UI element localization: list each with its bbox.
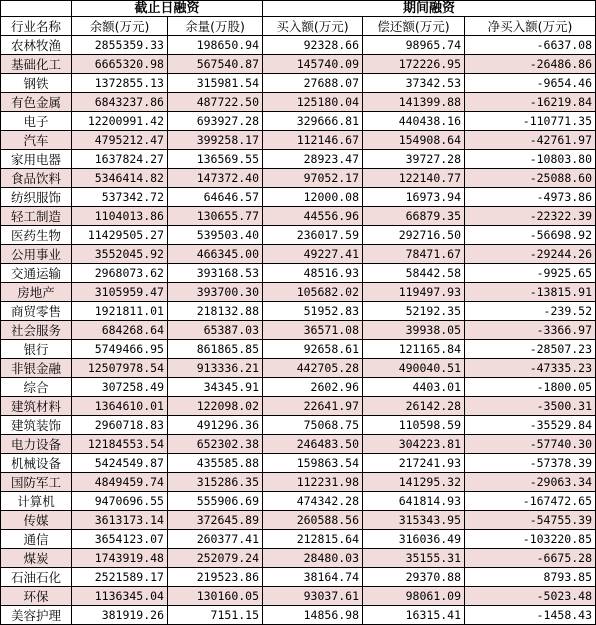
repay-amount-cell: 58442.58 <box>363 264 465 283</box>
table-row <box>1 74 596 93</box>
net-buy-cell: -239.52 <box>465 302 596 321</box>
net-buy-cell: -54755.39 <box>465 511 596 530</box>
volume-cell: 218132.88 <box>168 302 263 321</box>
balance-cell: 12184553.54 <box>72 435 168 454</box>
buy-amount-cell: 260588.56 <box>263 511 363 530</box>
repay-amount-cell: 98965.74 <box>363 36 465 55</box>
net-buy-cell: -3366.97 <box>465 321 596 340</box>
industry-name-cell: 钢铁 <box>1 74 72 93</box>
table-row <box>1 359 596 378</box>
volume-cell: 652302.38 <box>168 435 263 454</box>
volume-cell: 567540.87 <box>168 55 263 74</box>
industry-name-cell: 食品饮料 <box>1 169 72 188</box>
net-buy-cell: -5023.48 <box>465 587 596 606</box>
balance-cell: 1743919.48 <box>72 549 168 568</box>
repay-amount-cell: 16973.94 <box>363 188 465 207</box>
repay-amount-cell: 35155.31 <box>363 549 465 568</box>
net-buy-cell: -13815.91 <box>465 283 596 302</box>
column-header-industry: 行业名称 <box>1 17 72 36</box>
buy-amount-cell: 36571.08 <box>263 321 363 340</box>
industry-name-cell: 环保 <box>1 587 72 606</box>
industry-name-cell: 银行 <box>1 340 72 359</box>
industry-name-cell: 建筑装饰 <box>1 416 72 435</box>
repay-amount-cell: 315343.95 <box>363 511 465 530</box>
net-buy-cell: -28507.23 <box>465 340 596 359</box>
volume-cell: 466345.00 <box>168 245 263 264</box>
repay-amount-cell: 122140.77 <box>363 169 465 188</box>
volume-cell: 487722.50 <box>168 93 263 112</box>
table-row <box>1 416 596 435</box>
table-row <box>1 340 596 359</box>
repay-amount-cell: 39727.28 <box>363 150 465 169</box>
industry-name-cell: 电力设备 <box>1 435 72 454</box>
industry-name-cell: 房地产 <box>1 283 72 302</box>
repay-amount-cell: 110598.59 <box>363 416 465 435</box>
balance-cell: 1921811.01 <box>72 302 168 321</box>
balance-cell: 3552045.92 <box>72 245 168 264</box>
table-row <box>1 530 596 549</box>
industry-name-cell: 家用电器 <box>1 150 72 169</box>
repay-amount-cell: 29370.88 <box>363 568 465 587</box>
volume-cell: 136569.55 <box>168 150 263 169</box>
buy-amount-cell: 48516.93 <box>263 264 363 283</box>
balance-cell: 6665320.98 <box>72 55 168 74</box>
net-buy-cell: -22322.39 <box>465 207 596 226</box>
industry-name-cell: 通信 <box>1 530 72 549</box>
volume-cell: 861865.85 <box>168 340 263 359</box>
buy-amount-cell: 51952.83 <box>263 302 363 321</box>
buy-amount-cell: 12000.08 <box>263 188 363 207</box>
industry-name-cell: 美容护理 <box>1 606 72 625</box>
industry-name-cell: 非银金融 <box>1 359 72 378</box>
buy-amount-cell: 93037.61 <box>263 587 363 606</box>
industry-name-cell: 国防军工 <box>1 473 72 492</box>
industry-name-cell: 建筑材料 <box>1 397 72 416</box>
table-body <box>1 1 596 625</box>
repay-amount-cell: 154908.64 <box>363 131 465 150</box>
volume-cell: 65387.03 <box>168 321 263 340</box>
balance-cell: 537342.72 <box>72 188 168 207</box>
industry-name-cell: 石油石化 <box>1 568 72 587</box>
buy-amount-cell: 474342.28 <box>263 492 363 511</box>
net-buy-cell: -167472.65 <box>465 492 596 511</box>
table-row <box>1 321 596 340</box>
balance-cell: 1136345.04 <box>72 587 168 606</box>
volume-cell: 252079.24 <box>168 549 263 568</box>
table-row <box>1 454 596 473</box>
volume-cell: 539503.40 <box>168 226 263 245</box>
buy-amount-cell: 329666.81 <box>263 112 363 131</box>
table-row <box>1 112 596 131</box>
volume-cell: 130160.05 <box>168 587 263 606</box>
repay-amount-cell: 119497.93 <box>363 283 465 302</box>
table-row <box>1 93 596 112</box>
repay-amount-cell: 440438.16 <box>363 112 465 131</box>
balance-cell: 6843237.86 <box>72 93 168 112</box>
net-buy-cell: -25088.60 <box>465 169 596 188</box>
industry-name-cell: 煤炭 <box>1 549 72 568</box>
balance-cell: 12200991.42 <box>72 112 168 131</box>
repay-amount-cell: 37342.53 <box>363 74 465 93</box>
industry-name-cell: 综合 <box>1 378 72 397</box>
net-buy-cell: 8793.85 <box>465 568 596 587</box>
table-row <box>1 169 596 188</box>
industry-name-cell: 社会服务 <box>1 321 72 340</box>
volume-cell: 315981.54 <box>168 74 263 93</box>
balance-cell: 3105959.47 <box>72 283 168 302</box>
industry-name-cell: 公用事业 <box>1 245 72 264</box>
balance-cell: 2855359.33 <box>72 36 168 55</box>
column-header-balance: 余额(万元) <box>72 17 168 36</box>
balance-cell: 4795212.47 <box>72 131 168 150</box>
buy-amount-cell: 212815.64 <box>263 530 363 549</box>
net-buy-cell: -1800.05 <box>465 378 596 397</box>
volume-cell: 435585.88 <box>168 454 263 473</box>
buy-amount-cell: 28923.47 <box>263 150 363 169</box>
table-row <box>1 226 596 245</box>
net-buy-cell: -9654.46 <box>465 74 596 93</box>
buy-amount-cell: 92328.66 <box>263 36 363 55</box>
table-row <box>1 302 596 321</box>
buy-amount-cell: 97052.17 <box>263 169 363 188</box>
balance-cell: 2968073.62 <box>72 264 168 283</box>
buy-amount-cell: 112231.98 <box>263 473 363 492</box>
balance-cell: 307258.49 <box>72 378 168 397</box>
repay-amount-cell: 4403.01 <box>363 378 465 397</box>
repay-amount-cell: 52192.35 <box>363 302 465 321</box>
buy-amount-cell: 49227.41 <box>263 245 363 264</box>
net-buy-cell: -4973.86 <box>465 188 596 207</box>
volume-cell: 122098.02 <box>168 397 263 416</box>
buy-amount-cell: 2602.96 <box>263 378 363 397</box>
repay-amount-cell: 641814.93 <box>363 492 465 511</box>
table-row <box>1 568 596 587</box>
net-buy-cell: -57378.39 <box>465 454 596 473</box>
balance-cell: 9470696.55 <box>72 492 168 511</box>
volume-cell: 130655.77 <box>168 207 263 226</box>
repay-amount-cell: 490040.51 <box>363 359 465 378</box>
volume-cell: 147372.40 <box>168 169 263 188</box>
balance-cell: 1637824.27 <box>72 150 168 169</box>
industry-name-cell: 传媒 <box>1 511 72 530</box>
table-row <box>1 378 596 397</box>
net-buy-cell: -16219.84 <box>465 93 596 112</box>
table-row <box>1 55 596 74</box>
volume-cell: 393168.53 <box>168 264 263 283</box>
volume-cell: 198650.94 <box>168 36 263 55</box>
column-header-net-buy: 净买入额(万元) <box>465 17 596 36</box>
buy-amount-cell: 112146.67 <box>263 131 363 150</box>
volume-cell: 7151.15 <box>168 606 263 625</box>
repay-amount-cell: 121165.84 <box>363 340 465 359</box>
net-buy-cell: -29063.34 <box>465 473 596 492</box>
repay-amount-cell: 16315.41 <box>363 606 465 625</box>
net-buy-cell: -56698.92 <box>465 226 596 245</box>
balance-cell: 684268.64 <box>72 321 168 340</box>
industry-name-cell: 纺织服饰 <box>1 188 72 207</box>
repay-amount-cell: 304223.81 <box>363 435 465 454</box>
volume-cell: 34345.91 <box>168 378 263 397</box>
buy-amount-cell: 22641.97 <box>263 397 363 416</box>
net-buy-cell: -26486.86 <box>465 55 596 74</box>
table-row <box>1 549 596 568</box>
repay-amount-cell: 98061.09 <box>363 587 465 606</box>
table-row <box>1 606 596 625</box>
net-buy-cell: -42761.97 <box>465 131 596 150</box>
table-row <box>1 473 596 492</box>
buy-amount-cell: 28480.03 <box>263 549 363 568</box>
industry-name-cell: 医药生物 <box>1 226 72 245</box>
industry-name-cell: 电子 <box>1 112 72 131</box>
net-buy-cell: -10803.80 <box>465 150 596 169</box>
repay-amount-cell: 26142.28 <box>363 397 465 416</box>
balance-cell: 1104013.86 <box>72 207 168 226</box>
buy-amount-cell: 125180.04 <box>263 93 363 112</box>
buy-amount-cell: 442705.28 <box>263 359 363 378</box>
group-header-end-of-day: 截止日融资 <box>72 1 263 17</box>
group-header-row <box>1 1 596 17</box>
balance-cell: 12507978.54 <box>72 359 168 378</box>
balance-cell: 381919.26 <box>72 606 168 625</box>
buy-amount-cell: 14856.98 <box>263 606 363 625</box>
buy-amount-cell: 44556.96 <box>263 207 363 226</box>
balance-cell: 1364610.01 <box>72 397 168 416</box>
balance-cell: 5749466.95 <box>72 340 168 359</box>
volume-cell: 64646.57 <box>168 188 263 207</box>
column-header-volume: 余量(万股) <box>168 17 263 36</box>
buy-amount-cell: 105682.02 <box>263 283 363 302</box>
repay-amount-cell: 292716.50 <box>363 226 465 245</box>
table-row <box>1 188 596 207</box>
column-header-buy-amount: 买入额(万元) <box>263 17 363 36</box>
buy-amount-cell: 92658.61 <box>263 340 363 359</box>
net-buy-cell: -110771.35 <box>465 112 596 131</box>
balance-cell: 1372855.13 <box>72 74 168 93</box>
industry-name-cell: 农林牧渔 <box>1 36 72 55</box>
buy-amount-cell: 145740.09 <box>263 55 363 74</box>
table-row <box>1 283 596 302</box>
net-buy-cell: -29244.26 <box>465 245 596 264</box>
buy-amount-cell: 236017.59 <box>263 226 363 245</box>
table-row <box>1 397 596 416</box>
table-row <box>1 245 596 264</box>
buy-amount-cell: 75068.75 <box>263 416 363 435</box>
repay-amount-cell: 141399.88 <box>363 93 465 112</box>
group-header-blank <box>1 1 72 17</box>
volume-cell: 372645.89 <box>168 511 263 530</box>
balance-cell: 5424549.87 <box>72 454 168 473</box>
balance-cell: 3613173.14 <box>72 511 168 530</box>
industry-name-cell: 机械设备 <box>1 454 72 473</box>
industry-name-cell: 交通运输 <box>1 264 72 283</box>
industry-name-cell: 轻工制造 <box>1 207 72 226</box>
column-header-row <box>1 17 596 36</box>
column-header-repay-amount: 偿还额(万元) <box>363 17 465 36</box>
volume-cell: 913336.21 <box>168 359 263 378</box>
volume-cell: 260377.41 <box>168 530 263 549</box>
group-header-period: 期间融资 <box>263 1 596 17</box>
net-buy-cell: -103220.85 <box>465 530 596 549</box>
table-row <box>1 207 596 226</box>
repay-amount-cell: 172226.95 <box>363 55 465 74</box>
net-buy-cell: -47335.23 <box>465 359 596 378</box>
repay-amount-cell: 316036.49 <box>363 530 465 549</box>
balance-cell: 4849459.74 <box>72 473 168 492</box>
industry-name-cell: 汽车 <box>1 131 72 150</box>
volume-cell: 315286.35 <box>168 473 263 492</box>
buy-amount-cell: 246483.50 <box>263 435 363 454</box>
industry-name-cell: 基础化工 <box>1 55 72 74</box>
industry-name-cell: 商贸零售 <box>1 302 72 321</box>
volume-cell: 399258.17 <box>168 131 263 150</box>
buy-amount-cell: 27688.07 <box>263 74 363 93</box>
industry-name-cell: 计算机 <box>1 492 72 511</box>
net-buy-cell: -35529.84 <box>465 416 596 435</box>
table-row <box>1 36 596 55</box>
balance-cell: 2521589.17 <box>72 568 168 587</box>
balance-cell: 2960718.83 <box>72 416 168 435</box>
balance-cell: 5346414.82 <box>72 169 168 188</box>
net-buy-cell: -6637.08 <box>465 36 596 55</box>
repay-amount-cell: 66879.35 <box>363 207 465 226</box>
buy-amount-cell: 38164.74 <box>263 568 363 587</box>
net-buy-cell: -3500.31 <box>465 397 596 416</box>
table-row <box>1 264 596 283</box>
net-buy-cell: -57740.30 <box>465 435 596 454</box>
balance-cell: 11429505.27 <box>72 226 168 245</box>
net-buy-cell: -9925.65 <box>465 264 596 283</box>
net-buy-cell: -1458.43 <box>465 606 596 625</box>
volume-cell: 693927.28 <box>168 112 263 131</box>
net-buy-cell: -6675.28 <box>465 549 596 568</box>
balance-cell: 3654123.07 <box>72 530 168 549</box>
table-row <box>1 435 596 454</box>
volume-cell: 393700.30 <box>168 283 263 302</box>
table-row <box>1 131 596 150</box>
table-row <box>1 587 596 606</box>
repay-amount-cell: 217241.93 <box>363 454 465 473</box>
repay-amount-cell: 39938.05 <box>363 321 465 340</box>
table-row <box>1 511 596 530</box>
industry-name-cell: 有色金属 <box>1 93 72 112</box>
buy-amount-cell: 159863.54 <box>263 454 363 473</box>
repay-amount-cell: 78471.67 <box>363 245 465 264</box>
table-row <box>1 150 596 169</box>
volume-cell: 555906.69 <box>168 492 263 511</box>
table-row <box>1 492 596 511</box>
volume-cell: 491296.36 <box>168 416 263 435</box>
repay-amount-cell: 141295.32 <box>363 473 465 492</box>
volume-cell: 219523.86 <box>168 568 263 587</box>
